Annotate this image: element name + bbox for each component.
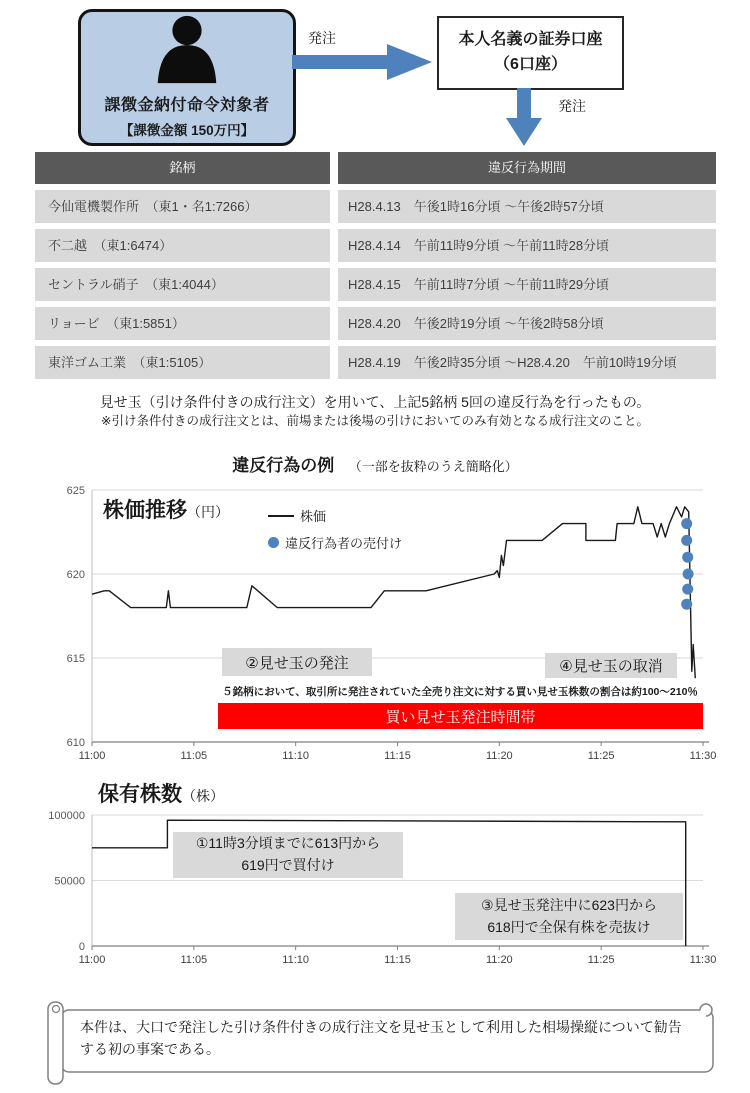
order-label-1: 発注 <box>308 30 336 46</box>
line-swatch-icon <box>268 515 294 517</box>
dot-swatch-icon <box>268 537 279 548</box>
svg-text:11:20: 11:20 <box>485 750 513 762</box>
svg-text:620: 620 <box>66 569 85 581</box>
stock-cell: リョービ （東1:5851） <box>35 307 330 340</box>
example-title-main: 違反行為の例 <box>232 456 335 475</box>
example-title-sub: （一部を抜粋のうえ簡略化） <box>348 459 518 474</box>
svg-text:11:30: 11:30 <box>689 954 717 966</box>
stock-price-chart <box>0 480 750 772</box>
svg-text:11:10: 11:10 <box>282 954 310 966</box>
stock-column-header: 銘柄 <box>35 152 330 184</box>
period-cell: H28.4.20 午後2時19分頃 ～午後2時58分頃 <box>338 307 716 340</box>
note-line-2: ※引け条件付きの成行注文とは、前場または後場の引けにおいてのみ有効となる成行注文のこと。 <box>101 414 649 428</box>
account-box-line2: （6口座） <box>494 56 567 73</box>
stock-cell: セントラル硝子 （東1:4044） <box>35 268 330 301</box>
price-chart-legend <box>268 506 402 552</box>
order-arrow-right-icon <box>292 42 432 82</box>
violation-table <box>35 152 716 379</box>
svg-text:11:25: 11:25 <box>587 750 615 762</box>
period-cell: H28.4.19 午後2時35分頃 ～H28.4.20 午前10時19分頃 <box>338 346 716 379</box>
period-cell: H28.4.13 午後1時16分頃 ～午後2時57分頃 <box>338 190 716 223</box>
period-cell: H28.4.14 午前11時9分頃 ～午前11時28分頃 <box>338 229 716 262</box>
legend-item-sell: 違反行為者の売付け <box>268 533 402 552</box>
holdings-chart-title: 保有株数（株） <box>98 783 224 806</box>
svg-text:11:05: 11:05 <box>180 750 208 762</box>
legend-item-price: 株価 <box>268 506 402 525</box>
footer-text: 本件は、大口で発注した引け条件付きの成行注文を見せ玉として利用した相場操縦について勧告する初の事案である。 <box>80 1019 682 1058</box>
example-title <box>0 451 750 476</box>
svg-text:610: 610 <box>66 737 85 749</box>
sell-annotation: ③見せ玉発注中に623円から 618円で全保有株を売抜け <box>455 893 683 940</box>
stock-cell: 東洋ゴム工業 （東1:5105） <box>35 346 330 379</box>
svg-text:11:15: 11:15 <box>384 750 411 762</box>
order-label-2: 発注 <box>558 98 586 114</box>
account-box <box>437 16 624 90</box>
period-column-header: 違反行為期間 <box>338 152 716 184</box>
stock-cell: 不二越 （東1:6474） <box>35 229 330 262</box>
price-chart-title: 株価推移（円） <box>103 499 229 522</box>
account-box-line1: 本人名義の証券口座 <box>458 31 603 49</box>
spoof-cancel-annotation: ④見せ玉の取消 <box>545 653 677 678</box>
period-cell: H28.4.15 午前11時7分頃 ～午前11時29分頃 <box>338 268 716 301</box>
person-icon <box>148 12 226 90</box>
svg-text:11:00: 11:00 <box>78 750 106 762</box>
svg-text:50000: 50000 <box>54 875 85 888</box>
holdings-plot <box>0 778 750 990</box>
svg-text:100000: 100000 <box>48 810 85 822</box>
svg-text:11:20: 11:20 <box>485 954 513 966</box>
holdings-chart <box>0 778 750 990</box>
svg-text:0: 0 <box>78 941 85 953</box>
svg-text:11:15: 11:15 <box>384 954 411 966</box>
stock-cell: 今仙電機製作所 （東1・名1:7266） <box>35 190 330 223</box>
surcharge-amount: 【課徴金額 150万円】 <box>119 123 255 138</box>
svg-text:625: 625 <box>66 485 85 497</box>
svg-text:11:10: 11:10 <box>282 750 310 762</box>
buy-annotation: ①11時3分頃までに613円から 619円で買付け <box>173 832 403 878</box>
order-arrow-down-icon <box>504 88 544 148</box>
svg-text:11:30: 11:30 <box>689 750 717 762</box>
svg-text:615: 615 <box>66 653 85 665</box>
svg-text:11:25: 11:25 <box>587 954 615 966</box>
svg-text:11:00: 11:00 <box>78 954 106 966</box>
subject-label: 課徴金納付命令対象者 <box>104 97 270 114</box>
spoof-order-annotation: ②見せ玉の発注 <box>222 648 372 676</box>
subject-box <box>78 9 296 146</box>
note-line-1: 見せ玉（引け条件付きの成行注文）を用いて、上記5銘柄 5回の違反行為を行ったもの。 <box>99 394 651 410</box>
buy-spoof-banner: 買い見せ玉発注時間帯 <box>218 703 703 729</box>
ratio-note: ５銘柄において、取引所に発注されていた全売り注文に対する買い見せ玉株数の割合は約100～210％ <box>222 686 698 698</box>
svg-text:11:05: 11:05 <box>180 954 208 966</box>
